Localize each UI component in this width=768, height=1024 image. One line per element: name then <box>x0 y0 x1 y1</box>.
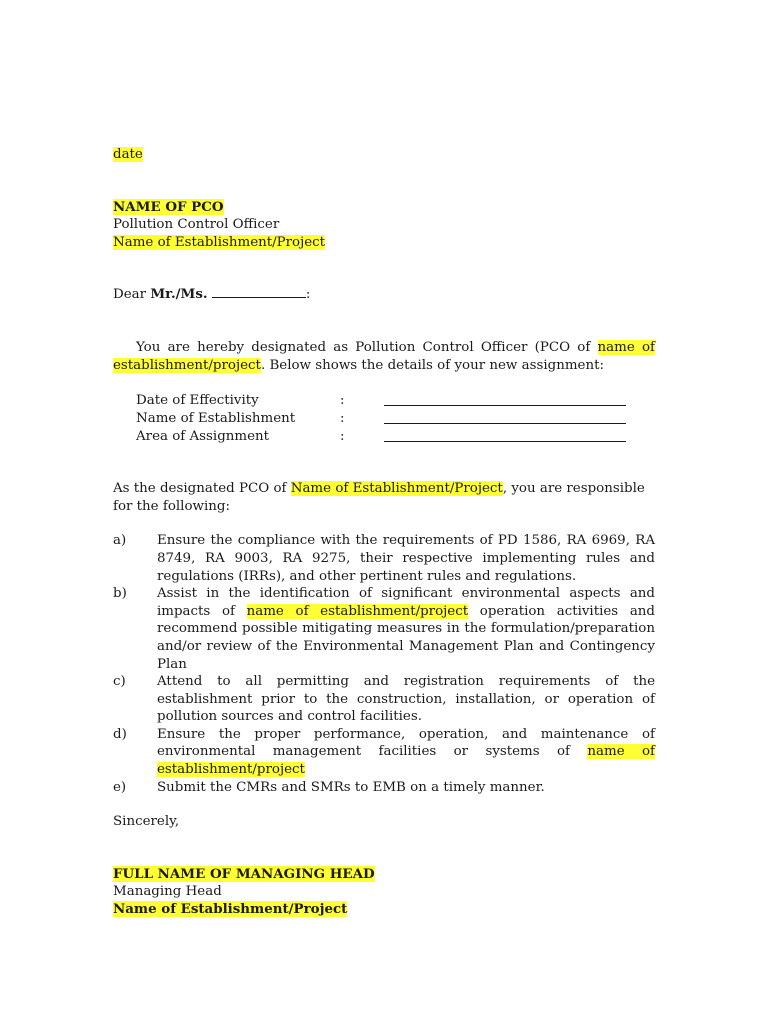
detail-row <box>136 427 655 445</box>
detail-blank-line <box>384 393 626 406</box>
list-marker: b) <box>113 586 127 602</box>
intro-establishment-placeholder: name of establishment/project <box>113 339 655 373</box>
list-item-establishment-placeholder: name of establishment/project <box>157 744 655 778</box>
list-item-text <box>157 585 655 673</box>
salutation <box>113 285 655 304</box>
intro-text-2: . Below shows the details of your new assignment: <box>260 357 604 373</box>
detail-label: Name of Establishment <box>136 410 296 426</box>
detail-blank-line <box>384 429 626 442</box>
letter-page <box>113 146 655 919</box>
salutation-colon: : <box>305 287 311 303</box>
closing: Sincerely, <box>113 814 180 830</box>
responsibilities-list <box>113 532 655 796</box>
list-item <box>113 726 655 779</box>
date-line <box>113 146 655 164</box>
detail-label: Date of Effectivity <box>136 392 259 408</box>
list-item-text-before: Ensure the proper performance, operation, and maintenance of environmental management facilities or systems of <box>157 726 655 760</box>
list-marker: d) <box>113 726 127 742</box>
detail-row <box>136 391 655 409</box>
recipient-establishment-placeholder: Name of Establishment/Project <box>113 234 326 250</box>
date-placeholder: date <box>113 147 143 162</box>
resp-intro-text-2: , you are responsible for the following: <box>113 481 645 514</box>
list-item <box>113 585 655 673</box>
responsibilities-intro <box>113 480 655 515</box>
resp-intro-text-1: As the designated PCO of <box>113 481 287 497</box>
list-item-text-after: operation activities and recommend possible mitigating measures in the formulation/preparation and/or review of the Environmental Management Plan and Contingency Plan <box>157 603 655 672</box>
assignment-details <box>136 391 655 445</box>
signatory-name-placeholder: FULL NAME OF MANAGING HEAD <box>113 865 375 882</box>
detail-row <box>136 409 655 427</box>
list-item-text: Attend to all permitting and registration requirements of the establishment prior to the construction, installation, or operation of pollution sources and control facilities. <box>157 674 655 725</box>
resp-intro-establishment-placeholder: Name of Establishment/Project <box>290 481 503 497</box>
list-item-text <box>157 726 655 779</box>
list-item-text: Ensure the compliance with the requirements of PD 1586, RA 6969, RA 8749, RA 9003, RA 9275, their respective implementing rules and regulations (IRRs), and other pertinent rules and regulations. <box>157 533 655 584</box>
list-item <box>113 532 655 585</box>
list-item-establishment-placeholder: name of establishment/project <box>246 603 469 619</box>
pco-title: Pollution Control Officer <box>113 217 280 233</box>
intro-paragraph <box>113 339 655 374</box>
signature-block <box>113 866 655 919</box>
list-item-text: Submit the CMRs and SMRs to EMB on a timely manner. <box>157 779 545 795</box>
list-marker: a) <box>113 533 127 549</box>
list-marker: e) <box>113 779 127 795</box>
list-marker: c) <box>113 674 126 690</box>
salutation-title: Mr./Ms. <box>150 286 208 303</box>
salutation-dear: Dear <box>113 287 147 303</box>
detail-label: Area of Assignment <box>136 428 270 444</box>
salutation-name-blank <box>212 285 306 298</box>
recipient-block <box>113 199 655 252</box>
pco-name-placeholder: NAME OF PCO <box>113 198 224 215</box>
detail-colon: : <box>340 410 345 426</box>
list-item <box>113 779 655 797</box>
signatory-title: Managing Head <box>113 884 222 900</box>
detail-colon: : <box>340 392 345 408</box>
list-item-text-before: Assist in the identification of significant environmental aspects and impacts of <box>157 586 655 619</box>
list-item <box>113 673 655 726</box>
signatory-establishment-placeholder: Name of Establishment/Project <box>113 901 348 918</box>
detail-colon: : <box>340 428 345 444</box>
detail-blank-line <box>384 411 626 424</box>
intro-text-1: You are hereby designated as Pollution Control Officer (PCO of <box>136 339 591 355</box>
